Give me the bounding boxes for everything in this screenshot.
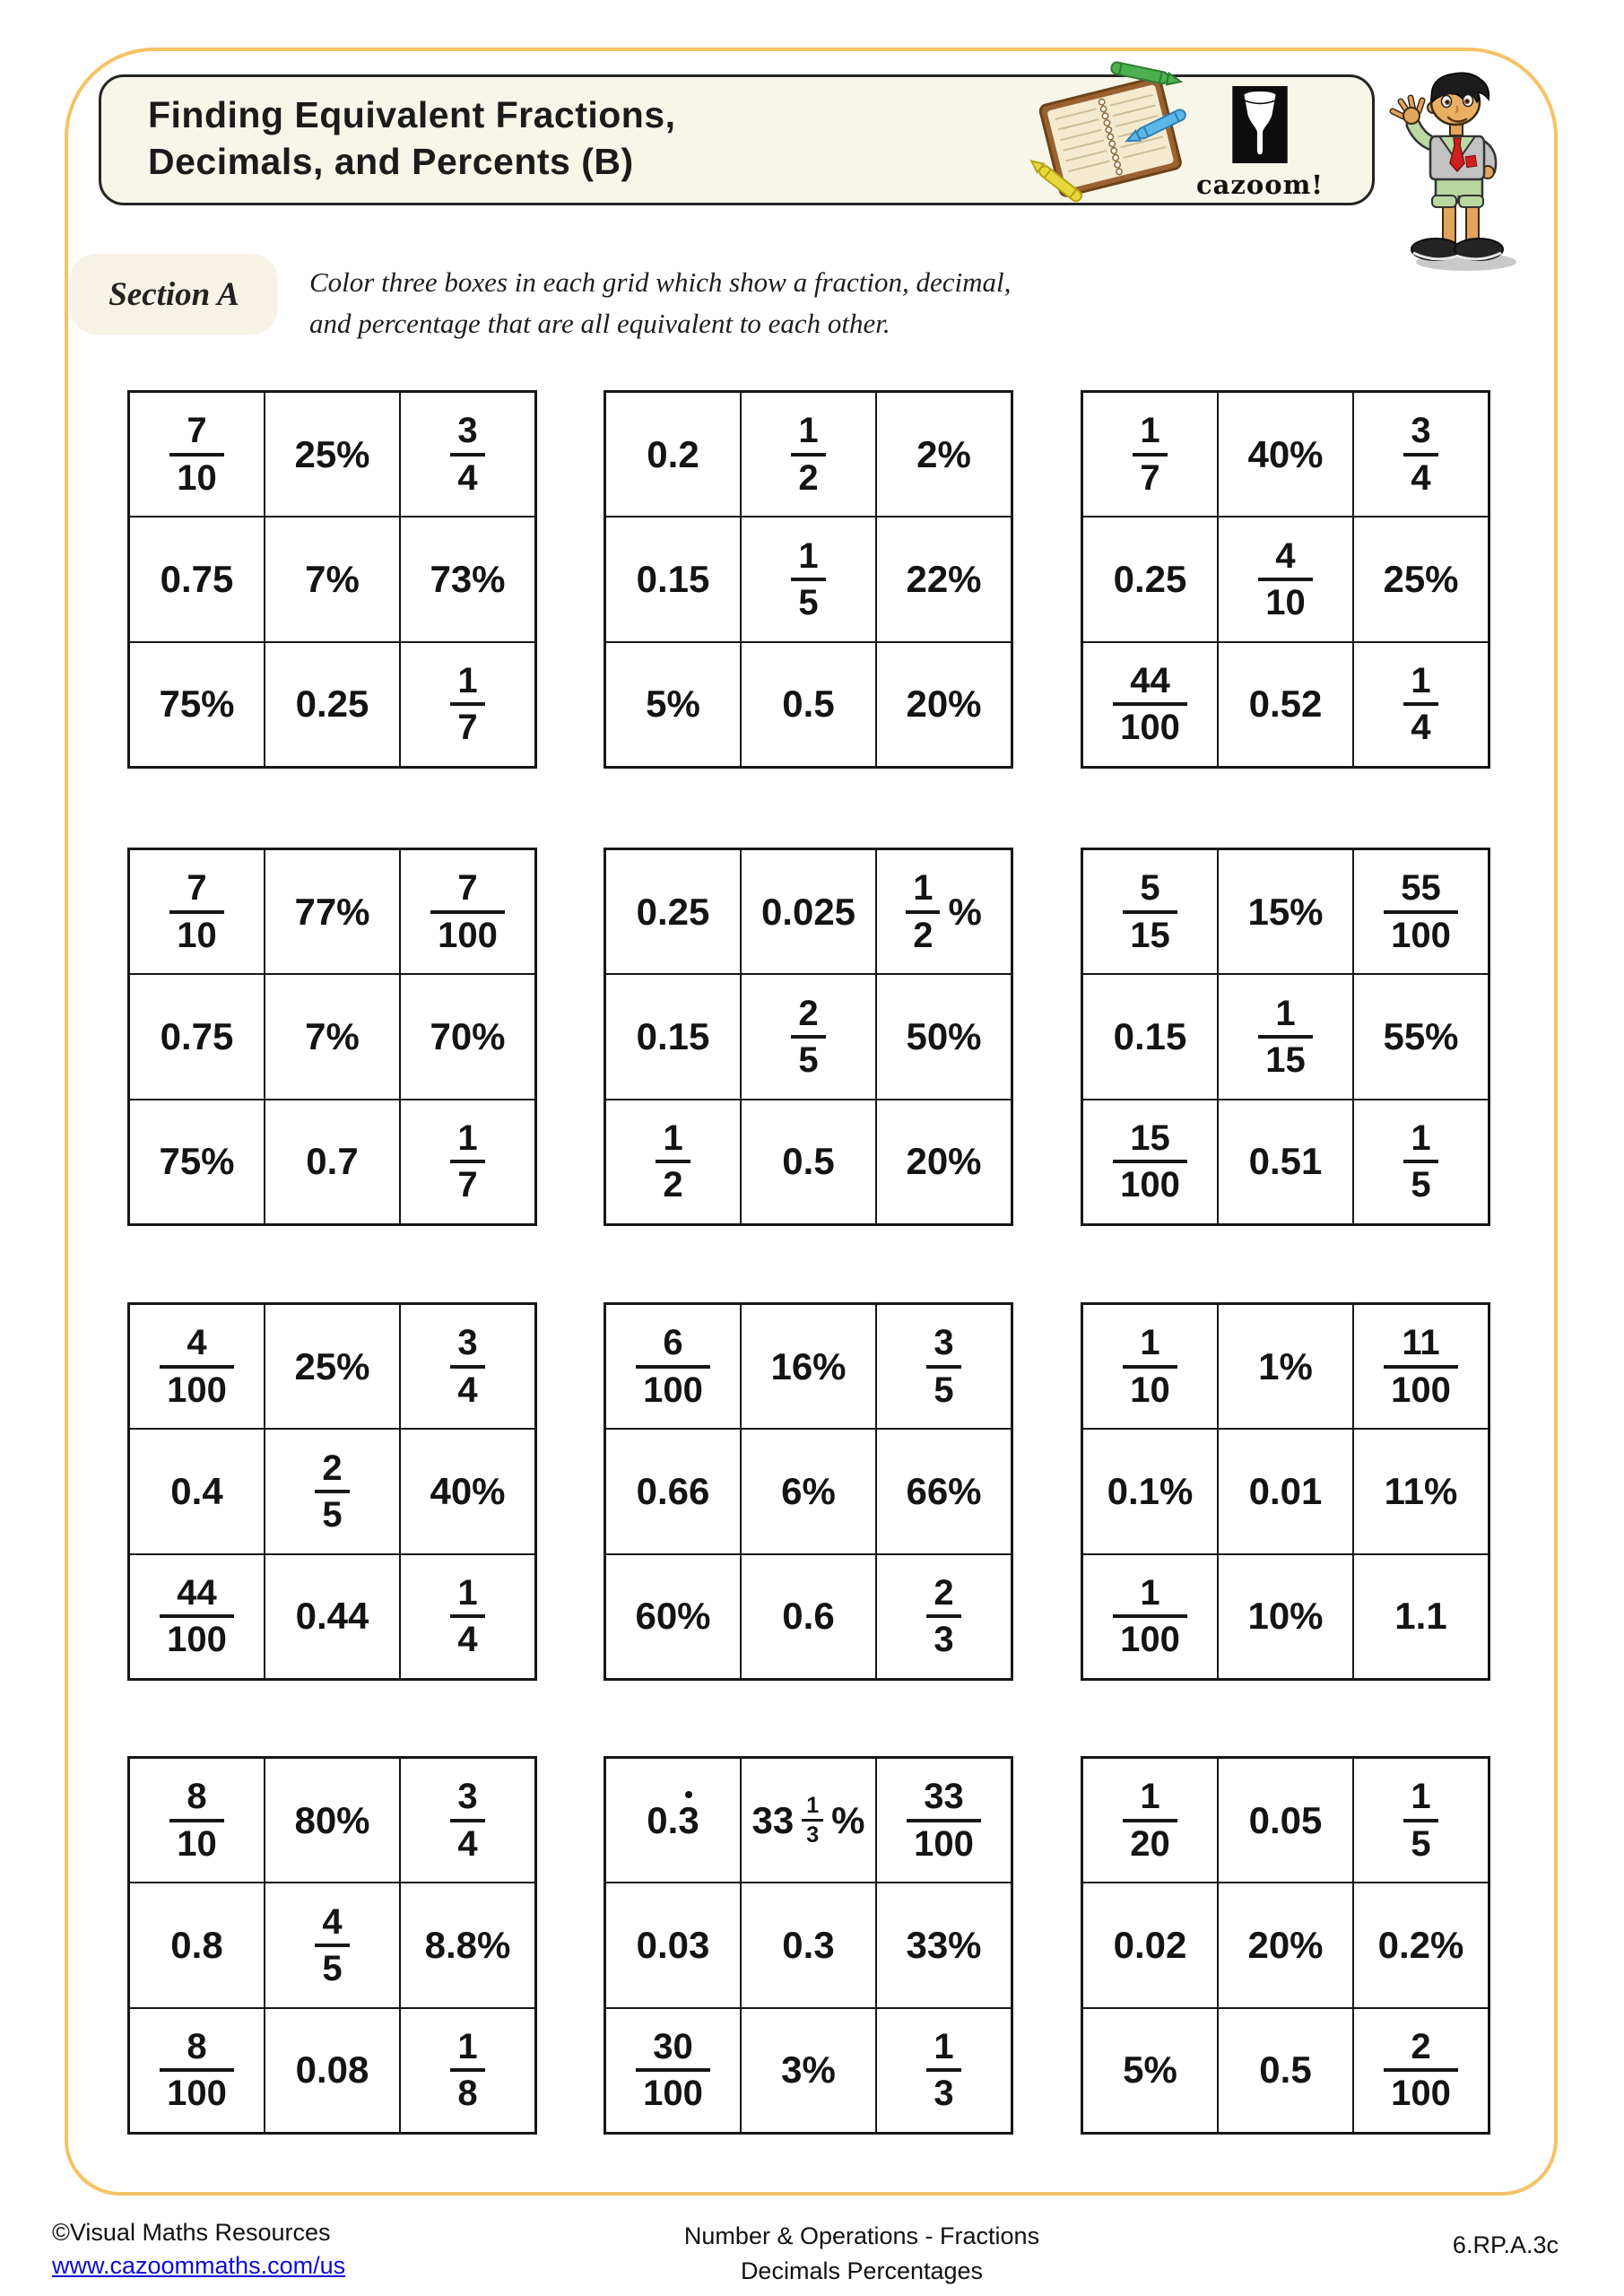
cell-value: 50%	[906, 1014, 982, 1057]
cell-value: 0.66	[636, 1469, 710, 1512]
cell-value: 77%	[294, 890, 370, 933]
cell-value: 0.3	[782, 1923, 835, 1966]
fraction-bar	[169, 1819, 224, 1822]
grid-2	[604, 390, 1013, 769]
grid-3-cell-r3c3[interactable]	[1354, 643, 1488, 766]
grid-1-cell-r3c3[interactable]	[401, 643, 534, 766]
fraction-percent	[906, 869, 982, 954]
grid-8-cell-r2c1[interactable]	[606, 1430, 740, 1552]
fraction-bar	[1113, 1614, 1187, 1618]
cell-value: 3%	[781, 2048, 836, 2092]
grid-10-cell-r3c2[interactable]	[265, 2009, 399, 2132]
fraction-bar	[1113, 702, 1187, 706]
grid-3-cell-r3c2[interactable]	[1219, 643, 1352, 766]
cell-value: 73%	[430, 557, 506, 600]
fraction-bar	[450, 453, 484, 457]
fraction: $\frac{44}{100}$	[1113, 662, 1187, 747]
grid-11-cell-r2c3[interactable]	[877, 1883, 1011, 2006]
grid-2-cell-r1c1[interactable]	[606, 393, 740, 516]
cell-value: 20%	[906, 683, 982, 726]
grid-11	[604, 1756, 1013, 2135]
cell-value: 7%	[305, 557, 360, 600]
cell-value: 22%	[906, 557, 982, 600]
fraction-bar	[1384, 910, 1458, 914]
grid-5-cell-r2c2[interactable]	[742, 975, 875, 1098]
grid-8-cell-r2c2[interactable]	[742, 1430, 875, 1552]
fraction: $\frac{1}{10}$	[1123, 1324, 1177, 1409]
grid-9-cell-r1c3[interactable]	[1354, 1305, 1488, 1428]
fraction-bar	[802, 1819, 823, 1822]
cell-value: 33	[751, 1798, 795, 1841]
cell-value: 10%	[1247, 1595, 1324, 1638]
cell-value: 0.15	[636, 557, 710, 600]
fraction: $\frac{1}{4}$	[1403, 662, 1437, 747]
fraction-bar	[450, 1365, 484, 1369]
fraction-bar	[636, 1365, 710, 1369]
grid-9-cell-r3c3[interactable]	[1354, 1555, 1488, 1678]
grid-5-cell-r1c1[interactable]	[606, 850, 740, 973]
recurring-dot	[685, 1791, 692, 1798]
grid-9-cell-r2c3[interactable]	[1354, 1430, 1488, 1552]
fraction-bar	[791, 1035, 825, 1039]
cazoom-logo-text: cazoom!	[1195, 170, 1324, 200]
footer-topic	[587, 2219, 1136, 2289]
fraction-bar	[1403, 1160, 1437, 1163]
grid-11-cell-r1c3[interactable]	[877, 1759, 1011, 1882]
fraction: $\frac{1}{2}$	[791, 412, 825, 497]
section-a-label: Section A	[70, 254, 278, 335]
cell-value: 0.51	[1248, 1140, 1323, 1183]
cell-value: 8.8%	[424, 1923, 511, 1966]
grid-12	[1081, 1756, 1490, 2135]
cell-value: 25%	[1383, 557, 1459, 600]
cell-value: 0.01	[1248, 1469, 1323, 1512]
mixed-number-percent	[752, 1794, 865, 1848]
grid-2-cell-r3c3[interactable]	[877, 643, 1011, 766]
grid-9-cell-r1c2[interactable]	[1219, 1305, 1352, 1428]
website-link[interactable]: www.cazoommaths.com/us	[52, 2252, 346, 2279]
grid-12-cell-r3c3[interactable]	[1354, 2009, 1488, 2132]
cell-value: 0.25	[1113, 557, 1187, 600]
fraction-bar	[160, 1365, 234, 1369]
grid-5-cell-r3c3[interactable]	[877, 1100, 1011, 1223]
cell-value: 25%	[294, 1344, 370, 1387]
cell-value: 66%	[906, 1469, 982, 1512]
grid-12-cell-r2c2[interactable]	[1219, 1883, 1352, 2006]
footer-topic-line2: Decimals Percentages	[740, 2257, 984, 2284]
fraction-bar	[791, 453, 825, 457]
grid-1-cell-r3c2[interactable]	[265, 643, 399, 766]
grid-11-cell-r1c2[interactable]	[742, 1759, 875, 1882]
grid-10-cell-r2c2[interactable]	[265, 1883, 399, 2006]
grid-3-cell-r1c1[interactable]	[1083, 393, 1217, 516]
fraction-bar	[656, 1160, 690, 1163]
grid-1-cell-r3c1[interactable]	[130, 643, 264, 766]
grid-2-cell-r1c2[interactable]	[742, 393, 875, 516]
grid-1-cell-r1c2[interactable]	[265, 393, 399, 516]
fraction-bar	[1403, 1819, 1437, 1822]
cell-value: 0.4	[170, 1469, 223, 1512]
grid-7	[127, 1302, 537, 1681]
grid-7-cell-r3c2[interactable]	[265, 1555, 399, 1678]
fraction-bar	[450, 1614, 484, 1618]
grid-8-cell-r1c3[interactable]	[877, 1305, 1011, 1428]
grid-6-cell-r3c1[interactable]	[1083, 1100, 1217, 1223]
grid-1-cell-r1c3[interactable]	[401, 393, 534, 516]
fraction-bar	[450, 702, 484, 706]
grid-7-cell-r2c2[interactable]	[265, 1430, 399, 1552]
cazoom-logo	[1193, 86, 1327, 200]
grid-3-cell-r2c3[interactable]	[1354, 517, 1488, 640]
cell-value: 0.08	[295, 2048, 369, 2092]
grid-3-cell-r1c3[interactable]	[1354, 393, 1488, 516]
grid-6-cell-r1c2[interactable]	[1219, 850, 1352, 973]
grid-7-cell-r1c1[interactable]	[130, 1305, 264, 1428]
grid-7-cell-r2c1[interactable]	[130, 1430, 264, 1552]
fraction: $\frac{2}{5}$	[315, 1449, 349, 1535]
grid-7-cell-r3c1[interactable]	[130, 1555, 264, 1678]
grid-4-cell-r1c3[interactable]	[401, 850, 534, 973]
cell-value: 0.8	[170, 1923, 223, 1966]
cell-value: 0.5	[1259, 2048, 1312, 2092]
fraction: $\frac{1}{3}$	[926, 2028, 960, 2113]
grid-8-cell-r1c2[interactable]	[742, 1305, 875, 1428]
grid-9	[1081, 1302, 1490, 1681]
fraction: $\frac{1}{3}$	[802, 1794, 823, 1848]
grid-10-cell-r1c3[interactable]	[401, 1759, 534, 1882]
fraction-bar	[1123, 1819, 1177, 1822]
grid-12-cell-r1c1[interactable]	[1083, 1759, 1217, 1882]
grid-7-cell-r2c3[interactable]	[401, 1430, 534, 1552]
fraction-bar	[906, 910, 940, 914]
grid-4-cell-r1c2[interactable]	[265, 850, 399, 973]
fraction: $\frac{1}{7}$	[1133, 412, 1167, 497]
fraction: $\frac{3}{4}$	[450, 1778, 484, 1863]
grid-3-cell-r1c2[interactable]	[1219, 393, 1352, 516]
grid-2-cell-r3c1[interactable]	[606, 643, 740, 766]
fraction-bar	[1113, 1160, 1187, 1163]
cell-value: 6%	[781, 1469, 836, 1512]
footer-website	[52, 2252, 345, 2280]
cell-value: 40%	[430, 1469, 506, 1512]
fraction-bar	[1258, 1035, 1313, 1039]
fraction-bar	[450, 1819, 484, 1822]
grid-11-cell-r3c3[interactable]	[877, 2009, 1011, 2132]
grid-3-cell-r2c1[interactable]	[1083, 517, 1217, 640]
fraction: $\frac{44}{100}$	[160, 1574, 234, 1659]
fraction: $\frac{3}{5}$	[926, 1324, 960, 1409]
grid-8-cell-r2c3[interactable]	[877, 1430, 1011, 1552]
fraction: $\frac{4}{5}$	[315, 1903, 349, 1988]
worksheet-title-line1: Finding Equivalent Fractions,	[148, 94, 676, 135]
cell-value: 75%	[159, 1140, 235, 1183]
cell-value: 0.5	[782, 683, 835, 726]
grid-11-cell-r2c1[interactable]	[606, 1883, 740, 2006]
grid-10-cell-r2c3[interactable]	[401, 1883, 534, 2006]
grid-4-cell-r2c1[interactable]	[130, 975, 264, 1098]
cell-value: 20%	[1247, 1923, 1324, 1966]
fraction: $\frac{3}{4}$	[450, 412, 484, 497]
grid-5-cell-r1c3[interactable]	[877, 850, 1011, 973]
fraction-bar	[169, 453, 224, 457]
boy-mascot-illustration	[1384, 61, 1527, 281]
grid-9-cell-r3c1[interactable]	[1083, 1555, 1217, 1678]
grid-2-cell-r2c3[interactable]	[877, 517, 1011, 640]
grid-8-cell-r3c3[interactable]	[877, 1555, 1011, 1678]
fraction-bar	[1123, 910, 1177, 914]
grid-8-cell-r3c1[interactable]	[606, 1555, 740, 1678]
grid-6	[1081, 848, 1490, 1226]
grid-10-cell-r3c3[interactable]	[401, 2009, 534, 2132]
grid-5-cell-r2c1[interactable]	[606, 975, 740, 1098]
fraction-bar	[926, 2068, 960, 2072]
cell-value: 0.44	[295, 1595, 369, 1638]
grid-10-cell-r3c1[interactable]	[130, 2009, 264, 2132]
footer-copyright: ©Visual Maths Resources	[52, 2219, 331, 2246]
fraction-bar	[791, 578, 825, 581]
fraction: $\frac{7}{100}$	[430, 869, 505, 954]
fraction: $\frac{3}{4}$	[1403, 412, 1437, 497]
cell-value: %	[831, 1798, 865, 1841]
fraction: $\frac{2}{3}$	[926, 1574, 960, 1659]
fraction: $\frac{15}{100}$	[1113, 1119, 1187, 1205]
fraction: $\frac{2}{100}$	[1384, 2028, 1458, 2113]
cell-value: 80%	[294, 1798, 370, 1841]
cell-value: 0.5	[782, 1140, 835, 1183]
fraction-bar	[430, 910, 505, 914]
grid-3-cell-r3c1[interactable]	[1083, 643, 1217, 766]
grid-3	[1081, 390, 1490, 769]
cell-value: 1%	[1258, 1344, 1313, 1387]
fraction-bar	[450, 1160, 484, 1163]
grid-4-cell-r3c2[interactable]	[265, 1100, 399, 1223]
fraction: $\frac{7}{10}$	[169, 869, 224, 954]
fraction: $\frac{1}{2}$	[906, 869, 940, 954]
fraction-bar	[926, 1365, 960, 1369]
grid-12-cell-r2c3[interactable]	[1354, 1883, 1488, 2006]
grid-7-cell-r1c3[interactable]	[401, 1305, 534, 1428]
cell-value: 0.6	[782, 1595, 835, 1638]
grid-11-cell-r3c2[interactable]	[742, 2009, 875, 2132]
cell-value: 75%	[159, 683, 235, 726]
grid-6-cell-r1c3[interactable]	[1354, 850, 1488, 973]
fraction: $\frac{33}{100}$	[907, 1778, 981, 1863]
grid-4-cell-r3c3[interactable]	[401, 1100, 534, 1223]
cell-value: 0.75	[160, 557, 234, 600]
grid-8	[604, 1302, 1013, 1681]
instructions-line2: and percentage that are all equivalent to each other.	[309, 308, 890, 339]
fraction: $\frac{1}{15}$	[1258, 995, 1313, 1080]
cell-value: 0.2%	[1377, 1923, 1464, 1966]
fraction-bar	[169, 910, 224, 914]
grid-3-cell-r2c2[interactable]	[1219, 517, 1352, 640]
grid-6-cell-r2c3[interactable]	[1354, 975, 1488, 1098]
cell-value: %	[948, 890, 982, 933]
fraction: $\frac{2}{5}$	[791, 995, 825, 1080]
grid-9-cell-r1c1[interactable]	[1083, 1305, 1217, 1428]
grid-4-cell-r2c2[interactable]	[265, 975, 399, 1098]
grid-9-cell-r2c1[interactable]	[1083, 1430, 1217, 1552]
cell-value: 5%	[646, 683, 700, 726]
grid-11-cell-r3c1[interactable]	[606, 2009, 740, 2132]
fraction-bar	[160, 1614, 234, 1618]
grid-6-cell-r2c2[interactable]	[1219, 975, 1352, 1098]
fraction: $\frac{11}{100}$	[1384, 1324, 1458, 1409]
cell-value: 0.05	[1248, 1798, 1323, 1841]
instructions-line1: Color three boxes in each grid which show a fraction, decimal,	[309, 266, 1012, 298]
grid-12-cell-r3c1[interactable]	[1083, 2009, 1217, 2132]
grid-12-cell-r1c3[interactable]	[1354, 1759, 1488, 1882]
cell-value: 20%	[906, 1140, 982, 1183]
grid-2-cell-r3c2[interactable]	[742, 643, 875, 766]
worksheet-title-line2: Decimals, and Percents (B)	[148, 141, 634, 182]
cell-value: 15%	[1247, 890, 1324, 933]
fraction-bar	[450, 2068, 484, 2072]
fraction: $\frac{1}{4}$	[450, 1574, 484, 1659]
grid-2-cell-r2c2[interactable]	[742, 517, 875, 640]
grid-5-cell-r1c2[interactable]	[742, 850, 875, 973]
grid-4-cell-r1c1[interactable]	[130, 850, 264, 973]
grid-6-cell-r2c1[interactable]	[1083, 975, 1217, 1098]
grid-1-cell-r1c1[interactable]	[130, 393, 264, 516]
grid-7-cell-r3c3[interactable]	[401, 1555, 534, 1678]
fraction: $\frac{8}{100}$	[160, 2028, 234, 2113]
cell-value: 0.025	[760, 890, 856, 933]
grid-1	[127, 390, 537, 769]
grid-12-cell-r3c2[interactable]	[1219, 2009, 1352, 2132]
notebook-crayons-illustration	[1028, 54, 1198, 224]
cell-value: 11%	[1384, 1469, 1458, 1512]
fraction: $\frac{1}{5}$	[1403, 1778, 1437, 1863]
grid-11-cell-r1c1[interactable]	[606, 1759, 740, 1882]
cell-value: 0.03	[636, 1923, 710, 1966]
cell-value: 0.52	[1248, 683, 1323, 726]
fraction: $\frac{1}{5}$	[791, 537, 825, 622]
cell-value: 0.25	[295, 683, 369, 726]
grid-1-cell-r2c1[interactable]	[130, 517, 264, 640]
grid-1-cell-r2c3[interactable]	[401, 517, 534, 640]
cell-value: 70%	[430, 1014, 506, 1057]
grid-4-cell-r3c1[interactable]	[130, 1100, 264, 1223]
grid-4	[127, 848, 537, 1226]
grid-10-cell-r1c1[interactable]	[130, 1759, 264, 1882]
fraction: $\frac{4}{10}$	[1258, 537, 1313, 622]
fraction-bar	[1258, 578, 1313, 581]
grid-8-cell-r3c2[interactable]	[742, 1555, 875, 1678]
fraction: $\frac{8}{10}$	[169, 1778, 224, 1863]
grid-10-cell-r2c1[interactable]	[130, 1883, 264, 2006]
grid-2-cell-r1c3[interactable]	[877, 393, 1011, 516]
cell-value: 0.2	[647, 432, 699, 475]
instructions-text	[309, 262, 1116, 344]
cell-value: 0.15	[636, 1014, 710, 1057]
fraction: $\frac{7}{10}$	[169, 412, 224, 497]
cell-value: 0.25	[636, 890, 710, 933]
cell-value: 0.1%	[1107, 1469, 1194, 1512]
cell-value: 0.75	[160, 1014, 234, 1057]
recurring-decimal: 0.3	[647, 1799, 699, 1842]
fraction: $\frac{1}{8}$	[450, 2028, 484, 2113]
fraction-bar	[1403, 453, 1437, 457]
grid-9-cell-r2c2[interactable]	[1219, 1430, 1352, 1552]
grid-5-cell-r2c3[interactable]	[877, 975, 1011, 1098]
standard-code: 6.RP.A.3c	[1452, 2231, 1559, 2258]
cell-value: 1.1	[1394, 1595, 1447, 1638]
fraction: $\frac{3}{4}$	[450, 1324, 484, 1409]
grid-7-cell-r1c2[interactable]	[265, 1305, 399, 1428]
grid-5-cell-r3c2[interactable]	[742, 1100, 875, 1223]
worksheet-title	[148, 91, 676, 185]
cell-value: 55%	[1383, 1014, 1459, 1057]
fraction: $\frac{1}{2}$	[656, 1119, 690, 1205]
cell-value: 0.02	[1113, 1923, 1187, 1966]
grid-5-cell-r3c1[interactable]	[606, 1100, 740, 1223]
cell-value: 16%	[770, 1344, 847, 1387]
fraction: $\frac{4}{100}$	[160, 1324, 234, 1409]
footer-topic-line1: Number & Operations - Fractions	[683, 2222, 1040, 2249]
cell-value: 5%	[1123, 2048, 1177, 2092]
fraction-bar	[315, 1944, 349, 1947]
cell-value: 2%	[916, 432, 971, 475]
fraction-bar	[1403, 702, 1437, 706]
fraction: $\frac{1}{7}$	[450, 662, 484, 747]
grid-6-cell-r3c3[interactable]	[1354, 1100, 1488, 1223]
grid-12-cell-r1c2[interactable]	[1219, 1759, 1352, 1882]
grid-11-cell-r2c2[interactable]	[742, 1883, 875, 2006]
fraction-bar	[1133, 453, 1167, 457]
fraction: $\frac{6}{100}$	[636, 1324, 710, 1409]
fraction: $\frac{5}{15}$	[1123, 869, 1177, 954]
fraction: $\frac{1}{5}$	[1403, 1119, 1437, 1205]
grid-2-cell-r2c1[interactable]	[606, 517, 740, 640]
fraction-bar	[907, 1819, 981, 1822]
fraction-bar	[636, 2068, 710, 2072]
grid-4-cell-r2c3[interactable]	[401, 975, 534, 1098]
cell-value: 40%	[1247, 432, 1324, 475]
fraction-bar	[926, 1614, 960, 1618]
fraction-bar	[1384, 1365, 1458, 1369]
grid-6-cell-r3c2[interactable]	[1219, 1100, 1352, 1223]
grid-1-cell-r2c2[interactable]	[265, 517, 399, 640]
cell-value: 60%	[635, 1595, 711, 1638]
fraction: $\frac{55}{100}$	[1384, 869, 1458, 954]
cell-value: 33%	[906, 1923, 982, 1966]
grid-10-cell-r1c2[interactable]	[265, 1759, 399, 1882]
fraction: $\frac{1}{7}$	[450, 1119, 484, 1205]
cell-value: 0.15	[1113, 1014, 1187, 1057]
fraction: $\frac{1}{20}$	[1123, 1778, 1177, 1863]
grid-10	[127, 1756, 537, 2135]
cell-value: 25%	[294, 432, 370, 475]
grid-6-cell-r1c1[interactable]	[1083, 850, 1217, 973]
fraction-bar	[1123, 1365, 1177, 1369]
fraction-bar	[160, 2068, 234, 2072]
drum-icon	[1232, 86, 1288, 163]
grid-5	[604, 848, 1013, 1226]
grid-12-cell-r2c1[interactable]	[1083, 1883, 1217, 2006]
fraction: $\frac{30}{100}$	[636, 2028, 710, 2113]
grid-8-cell-r1c1[interactable]	[606, 1305, 740, 1428]
cell-value: 0.7	[306, 1140, 359, 1183]
fraction-bar	[315, 1490, 349, 1493]
fraction: $\frac{1}{100}$	[1113, 1574, 1187, 1659]
fraction-bar	[1384, 2068, 1458, 2072]
cell-value: 7%	[305, 1014, 360, 1057]
grid-9-cell-r3c2[interactable]	[1219, 1555, 1352, 1678]
